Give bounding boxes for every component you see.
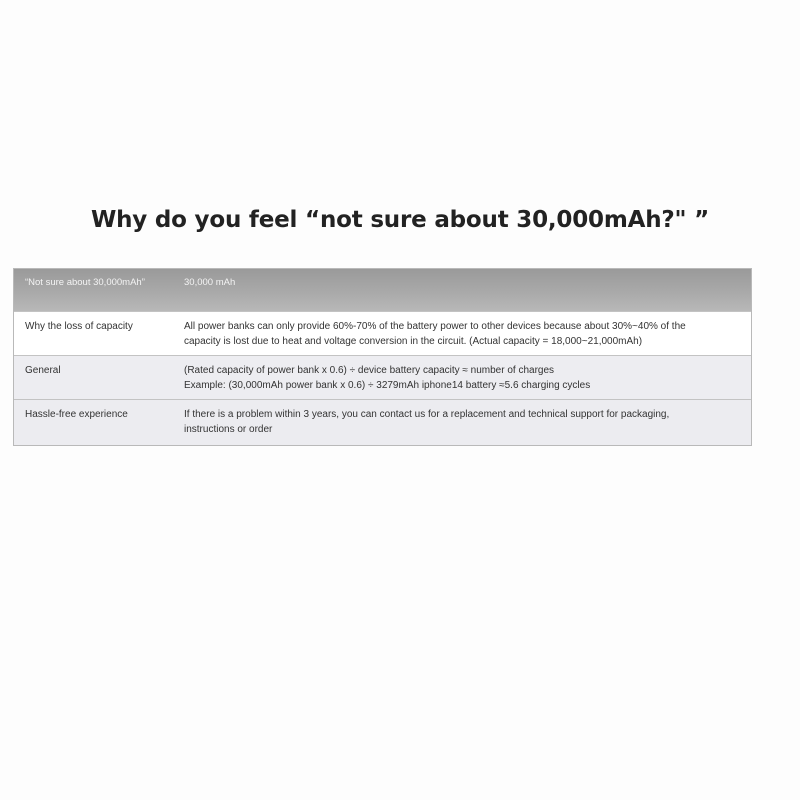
row-label: General	[25, 365, 61, 376]
header-cell-topic: “Not sure about 30,000mAh”	[25, 277, 145, 288]
table-row	[14, 311, 751, 355]
table-row	[14, 355, 751, 399]
description-line: If there is a problem within 3 years, you can contact us for a replacement and technical support for packaging,	[184, 409, 670, 420]
header-cell-capacity: 30,000 mAh	[184, 277, 236, 288]
description-line: Example: (30,000mAh power bank x 0.6) ÷ 3279mAh iphone14 battery ≈5.6 charging cycles	[184, 380, 591, 391]
capacity-info-table	[13, 268, 752, 446]
description-line: capacity is lost due to heat and voltage conversion in the circuit. (Actual capacity = 18,000~21,000mAh)	[184, 336, 643, 347]
row-description	[172, 400, 751, 445]
table-row	[14, 399, 751, 445]
page-title: Why do you feel “not sure about 30,000mAh?" ”	[90, 207, 710, 233]
row-label: Hassle-free experience	[25, 409, 128, 420]
description-line: (Rated capacity of power bank x 0.6) ÷ device battery capacity ≈ number of charges	[184, 365, 555, 376]
row-description	[172, 312, 751, 355]
table-header-row	[14, 269, 751, 311]
description-line: instructions or order	[184, 424, 273, 435]
description-line: All power banks can only provide 60%-70% of the battery power to other devices because about 30%~40% of the	[184, 321, 686, 332]
row-label: Why the loss of capacity	[25, 321, 133, 332]
row-description	[172, 356, 751, 399]
